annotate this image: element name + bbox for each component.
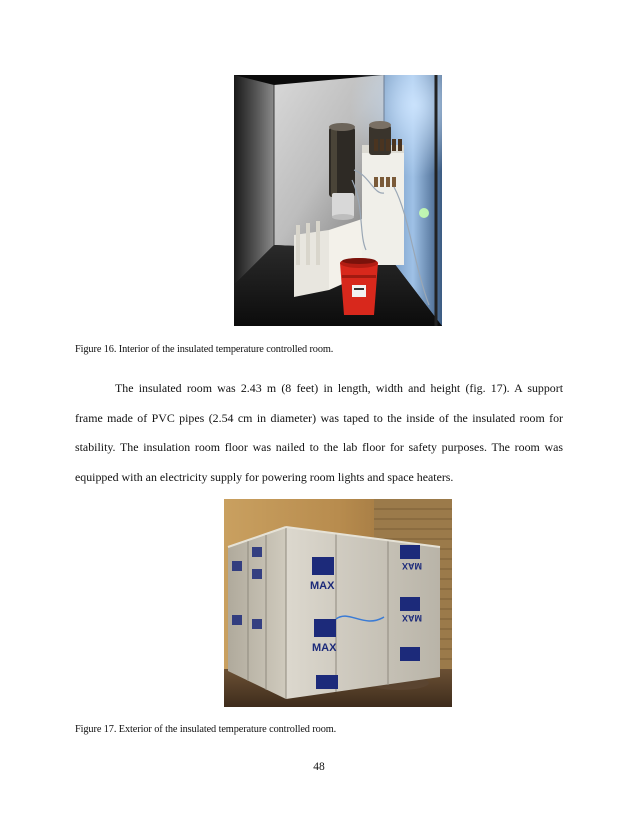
paragraph-line: frame made of PVC pipes (2.54 cm in diameter) was taped to the inside of the insulated room for bbox=[75, 410, 563, 425]
paragraph-line: equipped with an electricity supply for powering room lights and space heaters. bbox=[75, 469, 454, 484]
svg-text:MAX: MAX bbox=[310, 580, 335, 592]
svg-text:MAX: MAX bbox=[402, 613, 422, 623]
figure-17-photo bbox=[224, 499, 452, 707]
figure-16-caption: Figure 16. Interior of the insulated temperature controlled room. bbox=[75, 344, 334, 355]
paragraph-line: The insulated room was 2.43 m (8 feet) in length, width and height (fig. 17). A support bbox=[115, 381, 563, 395]
svg-text:MAX: MAX bbox=[402, 561, 422, 571]
body-paragraph bbox=[75, 374, 563, 492]
svg-text:MAX: MAX bbox=[312, 642, 337, 654]
paragraph-line: stability. The insulation room floor was nailed to the lab floor for safety purposes. The room was bbox=[75, 440, 563, 454]
page-number: 48 bbox=[313, 761, 325, 773]
figure-16-photo bbox=[234, 75, 442, 326]
figure-17-caption: Figure 17. Exterior of the insulated temperature controlled room. bbox=[75, 724, 337, 735]
